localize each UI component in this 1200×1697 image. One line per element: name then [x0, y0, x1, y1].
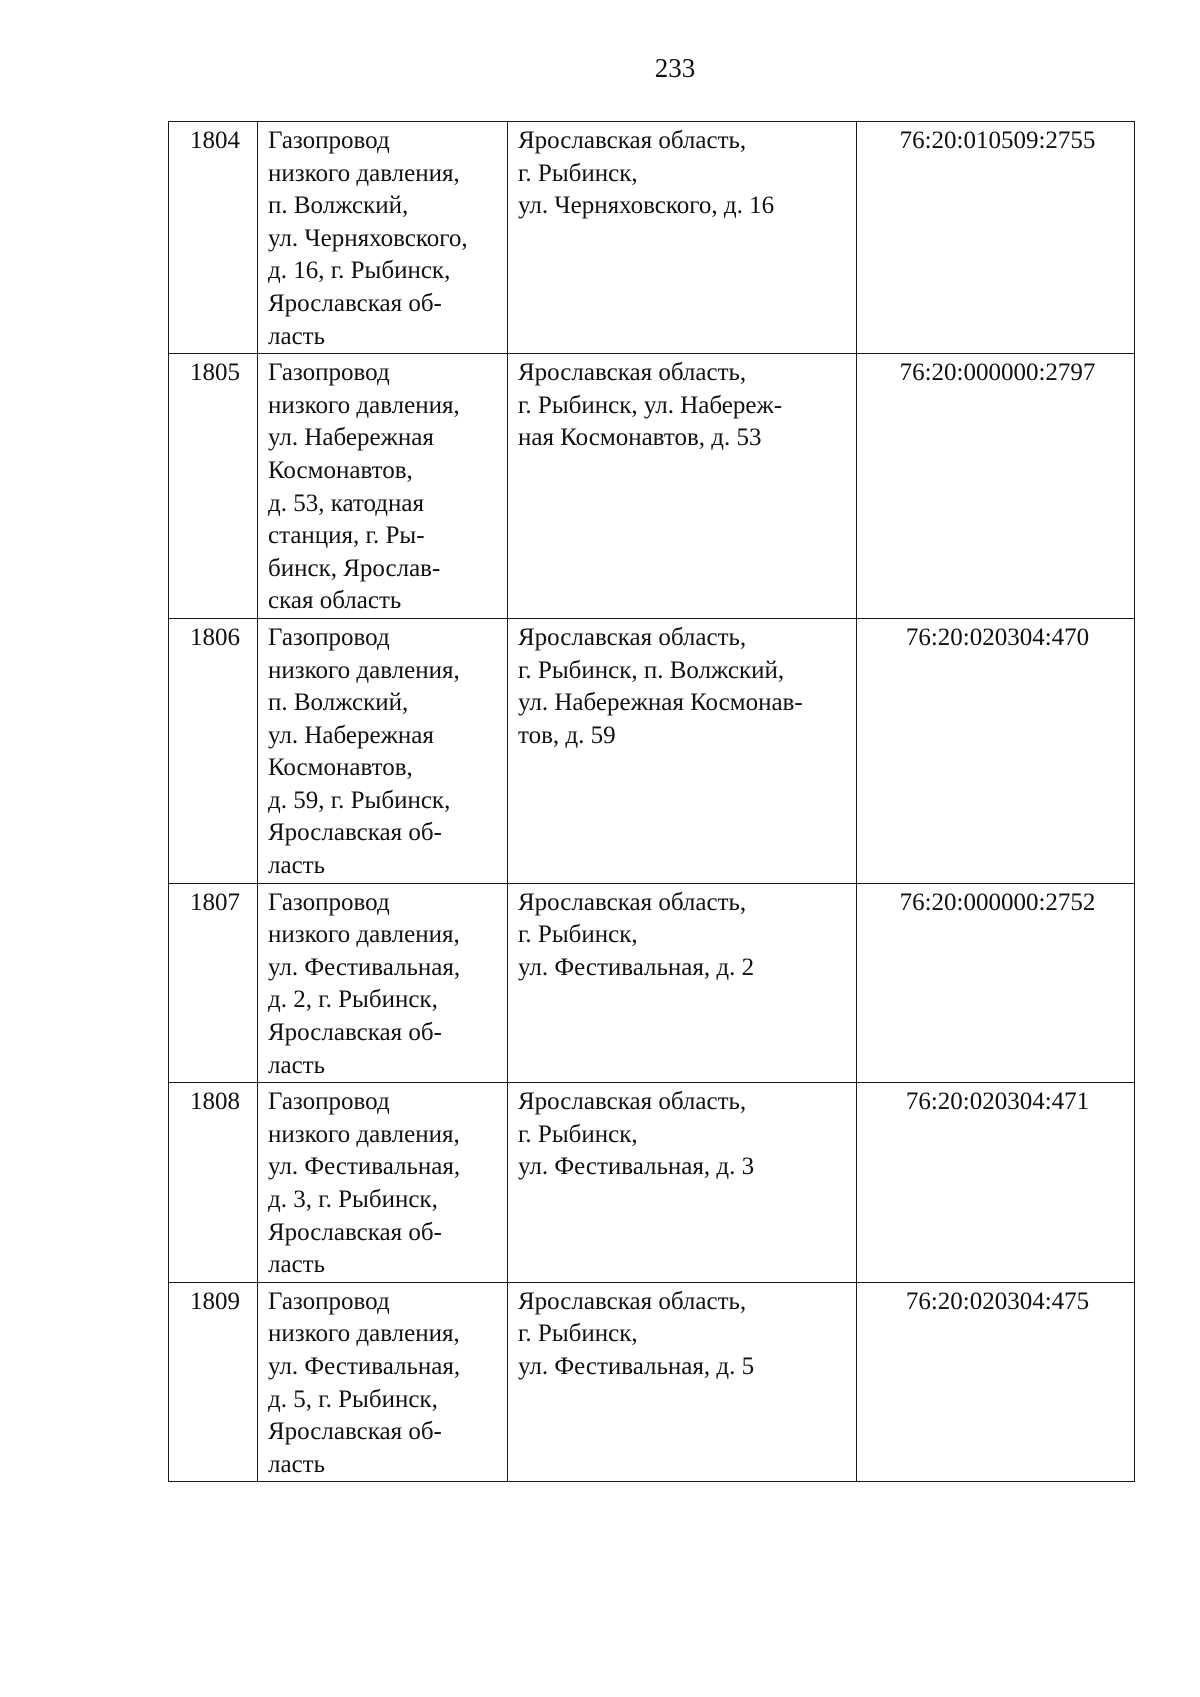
object-name-cell: Газопровод низкого давления, п. Волжский, ул. Набережная Космонавтов, д. 59, г. Рыбинск, Ярославская об- ласть [258, 618, 508, 883]
object-name-cell: Газопровод низкого давления, ул. Фестивальная, д. 3, г. Рыбинск, Ярославская об- ласть [258, 1083, 508, 1283]
table-row [169, 618, 1135, 883]
cadastral-number-cell: 76:20:000000:2797 [857, 354, 1135, 619]
cadastral-number-cell: 76:20:010509:2755 [857, 122, 1135, 354]
address-cell: Ярославская область, г. Рыбинск, ул. Фестивальная, д. 3 [508, 1083, 857, 1283]
address-cell: Ярославская область, г. Рыбинск, ул. Черняховского, д. 16 [508, 122, 857, 354]
row-number-cell: 1808 [169, 1083, 258, 1283]
address-cell: Ярославская область, г. Рыбинск, ул. Фестивальная, д. 2 [508, 883, 857, 1083]
table-row [169, 1083, 1135, 1283]
row-number-cell: 1807 [169, 883, 258, 1083]
page-number: 233 [654, 53, 696, 83]
row-number-cell: 1809 [169, 1282, 258, 1482]
table-row [169, 122, 1135, 354]
table-row [169, 1282, 1135, 1482]
object-name-cell: Газопровод низкого давления, ул. Фестивальная, д. 5, г. Рыбинск, Ярославская об- ласть [258, 1282, 508, 1482]
cadastral-number-cell: 76:20:020304:470 [857, 618, 1135, 883]
cadastral-number-cell: 76:20:020304:471 [857, 1083, 1135, 1283]
address-cell: Ярославская область, г. Рыбинск, ул. Набереж- ная Космонавтов, д. 53 [508, 354, 857, 619]
row-number-cell: 1805 [169, 354, 258, 619]
cadastral-number-cell: 76:20:000000:2752 [857, 883, 1135, 1083]
cadastral-number-cell: 76:20:020304:475 [857, 1282, 1135, 1482]
object-name-cell: Газопровод низкого давления, ул. Набережная Космонавтов, д. 53, катодная станция, г. Ры- бинск, Ярослав- ская область [258, 354, 508, 619]
registry-table [168, 121, 1135, 1482]
table-row [169, 354, 1135, 619]
object-name-cell: Газопровод низкого давления, ул. Фестивальная, д. 2, г. Рыбинск, Ярославская об- ласть [258, 883, 508, 1083]
object-name-cell: Газопровод низкого давления, п. Волжский, ул. Черняховского, д. 16, г. Рыбинск, Ярославская об- ласть [258, 122, 508, 354]
row-number-cell: 1804 [169, 122, 258, 354]
address-cell: Ярославская область, г. Рыбинск, п. Волжский, ул. Набережная Космонав- тов, д. 59 [508, 618, 857, 883]
table-row [169, 883, 1135, 1083]
row-number-cell: 1806 [169, 618, 258, 883]
address-cell: Ярославская область, г. Рыбинск, ул. Фестивальная, д. 5 [508, 1282, 857, 1482]
